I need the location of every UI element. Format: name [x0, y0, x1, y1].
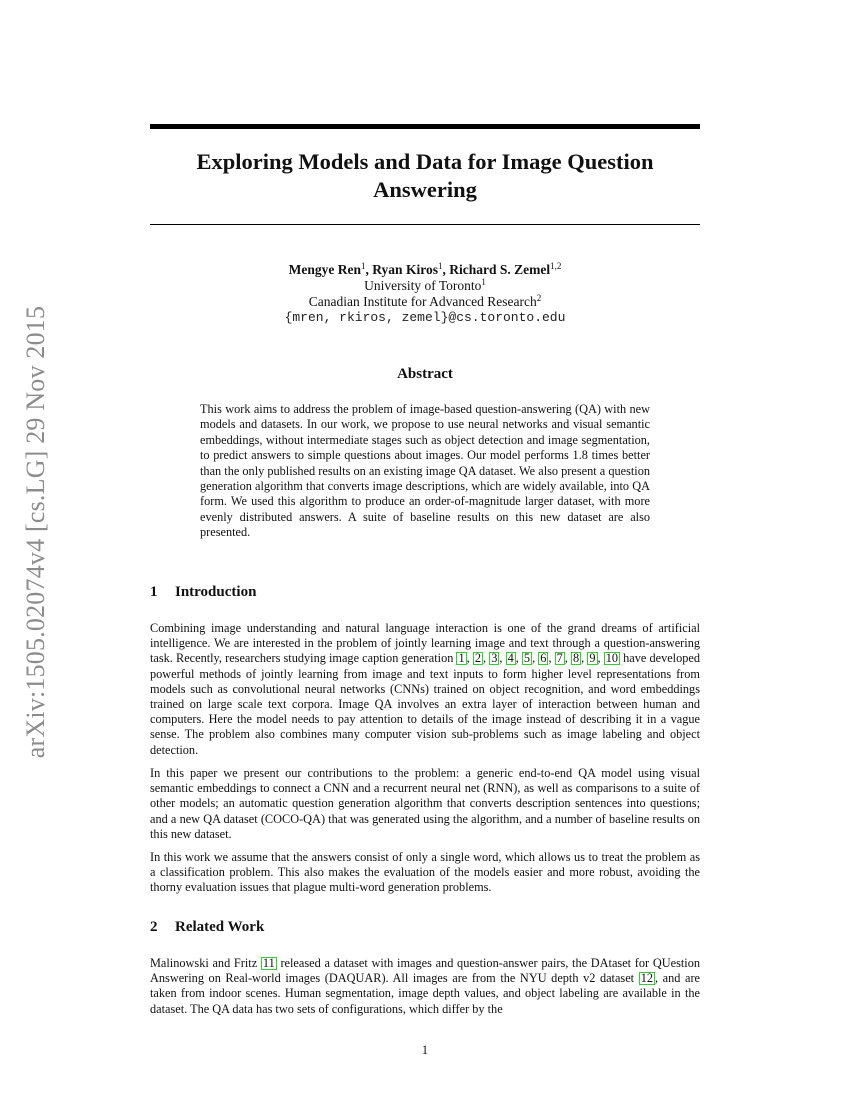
section-number: 2 — [150, 919, 158, 935]
citation-link[interactable]: 3 — [491, 651, 498, 666]
title-top-rule — [150, 124, 700, 129]
author-name: Ryan Kiros — [372, 262, 438, 277]
author-name: Mengye Ren — [288, 262, 362, 277]
citation-link[interactable]: 11 — [262, 956, 275, 970]
citation-link[interactable]: 7 — [556, 651, 563, 666]
affiliation-text: Canadian Institute for Advanced Research — [308, 294, 537, 309]
affiliation-text: University of Toronto — [364, 278, 482, 293]
abstract-body: This work aims to address the problem of image-based question-answering (QA) with new models and datasets. In our work, we propose to use neural networks and visual semantic embeddings, without intermediate stages such as object detection and image segmentation, to predict answers to simple questions about images. Our model performs 1.8 times better than the only published results on an existing image QA dataset. We also present a question generation algorithm that converts image descriptions, which are widely available, into QA form. We used this algorithm to produce an order-of-magnitude larger dataset, with more evenly distributed answers. A suite of baseline results on this new dataset are also presented. — [200, 402, 650, 540]
section-title: Introduction — [175, 584, 257, 600]
intro-paragraph-3: In this work we assume that the answers consist of only a single word, which allows us to treat the problem as a classification problem. This also makes the evaluation of the models easier and more robust, avoiding the thorny evaluation issues that plague multi-word generation problems. — [150, 850, 700, 895]
text-run: , and are taken from indoor scenes. Human segmentation, image depth values, and object labeling are available in the dataset. The QA data has two sets of configurations, which differ by the — [150, 971, 700, 1016]
intro-paragraph-1 — [150, 621, 700, 758]
text-run: released a dataset with images and question-answer pairs, the DAtaset for QUestion Answering on Real-world images (DAQUAR). All images are from the NYU depth v2 dataset — [150, 956, 700, 986]
section-number: 1 — [150, 584, 158, 600]
affiliation-sup: 1 — [481, 277, 486, 287]
text-run: have developed powerful methods of jointly learning from image and text inputs to form higher level representations from models such as convolutional neural networks (CNNs) trained on object recognition, and word embeddings trained on large scale text corpora. Image QA involves an extra layer of interaction between human and computers. Here the model needs to pay attention to details of the image instead of describing it in a vague sense. The problem also combines many computer vision sub-problems such as image labeling and object detection. — [150, 651, 700, 757]
author-names: Mengye Ren$^1$, Ryan Kiros$^1$, Richard S. Zemel$^{1,2}$ — [288, 261, 562, 277]
author-sup: 1 — [437, 261, 443, 271]
intro-paragraph-2: In this paper we present our contributions to the problem: a generic end-to-end QA model using visual semantic embeddings to connect a CNN and a recurrent neural net (RNN), as well as comparisons to a suite of other models; an automatic question generation algorithm that converts description sentences into questions; and a new QA dataset (COCO-QA) that was generated using the algorithm, and a number of baseline results on this new dataset. — [150, 766, 700, 841]
citation-link[interactable]: 6 — [540, 651, 547, 666]
citation-group: 1 , 2 , 3 , 4 , 5 , 6 , 7 , 8 , 9 , 10 — [458, 651, 619, 666]
citation-link[interactable]: 1 — [458, 651, 465, 666]
section-heading-introduction — [150, 584, 256, 601]
author-block — [150, 262, 700, 326]
citation-link[interactable]: 8 — [573, 651, 580, 666]
arxiv-stamp: arXiv:1505.02074v4 [cs.LG] 29 Nov 2015 — [21, 305, 50, 759]
citation-link[interactable]: 2 — [474, 651, 481, 666]
text-run: Malinowski and Fritz — [150, 956, 261, 970]
affiliation — [150, 278, 700, 294]
section-title: Related Work — [175, 919, 265, 935]
author-sup: 1,2 — [550, 261, 562, 271]
citation-link[interactable]: 5 — [523, 651, 531, 666]
section-heading-related-work — [150, 919, 264, 936]
author-name: Richard S. Zemel — [449, 262, 551, 277]
paper-title: Exploring Models and Data for Image Question Answering — [196, 149, 654, 202]
abstract-heading: Abstract — [397, 366, 453, 382]
citation-link[interactable]: 10 — [605, 651, 619, 666]
text-run: Combining image understanding and natural language interaction is one of the grand dreams of artificial intelligence. We are interested in the problem of jointly learning image and text through a question-answering task. Recently, researchers studying image caption generation — [150, 621, 700, 666]
page-number: 1 — [421, 1043, 429, 1057]
citation-link[interactable]: 12 — [640, 971, 653, 986]
title-bottom-rule — [150, 224, 700, 225]
related-paragraph-1 — [150, 956, 700, 1017]
citation-link[interactable]: 9 — [589, 651, 596, 666]
affiliation-sup: 2 — [536, 293, 542, 303]
author-sup: 1 — [361, 261, 366, 271]
author-email: {mren, rkiros, zemel}@cs.toronto.edu — [284, 310, 566, 325]
citation-link[interactable]: 4 — [507, 651, 514, 666]
affiliation — [150, 294, 700, 310]
